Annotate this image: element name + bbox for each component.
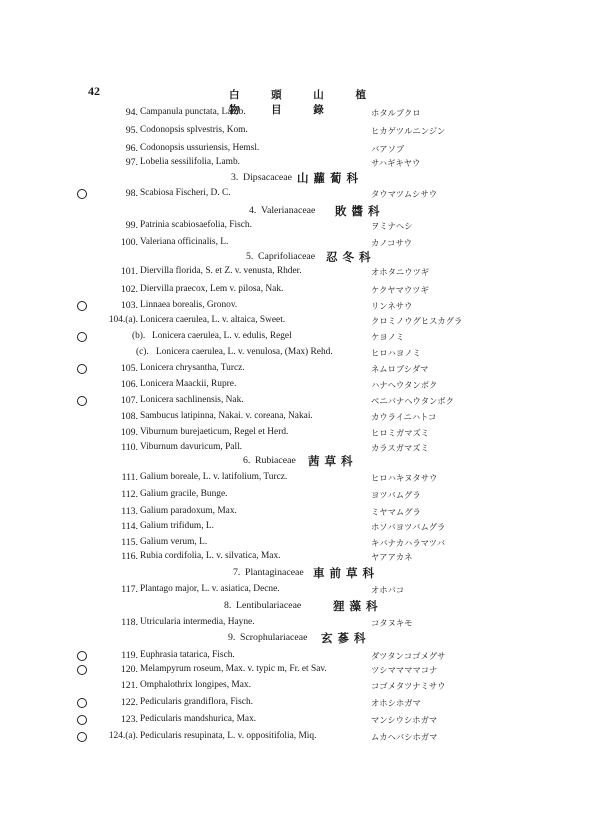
family-heading bbox=[0, 251, 595, 267]
japanese-name: カウライニハトコ bbox=[371, 412, 437, 422]
scientific-name: Pedicularis mandshurica, Max. bbox=[140, 714, 257, 724]
species-entry bbox=[0, 266, 595, 282]
scientific-name: Valeriana officinalis, L. bbox=[140, 237, 229, 247]
species-entry bbox=[0, 363, 595, 379]
japanese-name: ヤアアカネ bbox=[371, 552, 413, 562]
species-entry bbox=[0, 697, 595, 713]
japanese-name: ホソバヨツバムグラ bbox=[371, 522, 446, 532]
entry-number: 94. bbox=[125, 107, 138, 118]
japanese-name: キバナカハラマツバ bbox=[371, 538, 446, 548]
species-entry bbox=[0, 220, 595, 236]
family-japanese-name: 忍冬科 bbox=[326, 250, 376, 264]
entry-number: 117. bbox=[121, 584, 138, 595]
scientific-name: Codonopsis ussuriensis, Hemsl. bbox=[140, 143, 260, 153]
japanese-name: ハナヘウタンボク bbox=[371, 380, 438, 390]
entry-number: 98. bbox=[125, 188, 138, 199]
family-heading bbox=[0, 455, 595, 471]
family-japanese-name: 山蘿蔔科 bbox=[297, 171, 363, 185]
entry-number: 110. bbox=[121, 442, 138, 453]
japanese-name: コゴメタツナミサウ bbox=[371, 681, 446, 691]
species-entry bbox=[0, 125, 595, 141]
family-name: Rubiaceae bbox=[255, 455, 296, 466]
running-title: 白 頭 山 植 物 目 錄 bbox=[229, 89, 380, 116]
japanese-name: ツシママママコナ bbox=[371, 665, 438, 675]
family-japanese-name: 狸藻科 bbox=[333, 599, 383, 613]
family-heading bbox=[0, 172, 595, 188]
family-japanese-name: 車前草科 bbox=[313, 566, 379, 580]
scientific-name: Lonicera caerulea, L. v. venulosa, (Max) Rehd. bbox=[156, 347, 333, 357]
family-japanese-name: 茜草科 bbox=[308, 454, 358, 468]
species-entry bbox=[0, 395, 595, 411]
entry-number: 123. bbox=[120, 714, 138, 725]
scientific-name: Lonicera caerulea, L. v. altaica, Sweet. bbox=[140, 315, 286, 325]
japanese-name: ミヤマムグラ bbox=[371, 507, 421, 517]
entry-number: 108. bbox=[120, 411, 138, 422]
scientific-name: Campanula punctata, Lamb. bbox=[140, 107, 246, 117]
family-heading bbox=[0, 205, 595, 221]
scientific-name: Euphrasia tatarica, Fisch. bbox=[140, 650, 235, 660]
japanese-name: タウマツムシサウ bbox=[371, 189, 438, 199]
scientific-name: Lonicera sachlinensis, Nak. bbox=[140, 395, 244, 405]
entry-number: 107. bbox=[120, 395, 138, 406]
japanese-name: ヲミナヘシ bbox=[371, 221, 413, 231]
entry-number: 106. bbox=[120, 379, 138, 390]
entry-number: 100. bbox=[120, 237, 138, 248]
scientific-name: Pedicularis grandiflora, Fisch. bbox=[140, 697, 253, 707]
species-entry bbox=[0, 551, 595, 567]
scientific-name: Galium trifidum, L. bbox=[140, 521, 214, 531]
species-entry bbox=[0, 188, 595, 204]
scientific-name: Diervilla praecox, Lem v. pilosa, Nak. bbox=[140, 284, 284, 294]
species-entry bbox=[0, 284, 595, 300]
species-entry bbox=[0, 347, 595, 363]
species-entry bbox=[0, 427, 595, 443]
entry-number: 112. bbox=[121, 489, 138, 500]
scientific-name: Lobelia sessilifolia, Lamb. bbox=[140, 157, 240, 167]
entry-number: 119. bbox=[121, 650, 138, 661]
entry-number: (c). bbox=[136, 347, 149, 357]
japanese-name: ヨツバムグラ bbox=[371, 490, 421, 500]
japanese-name: ベニバナヘウタンボク bbox=[371, 396, 454, 406]
scientific-name: Galium verum, L. bbox=[140, 537, 208, 547]
japanese-name: ネムロブシダマ bbox=[371, 364, 429, 374]
entry-number: 113. bbox=[121, 506, 138, 517]
entry-number: (b). bbox=[132, 331, 146, 341]
family-japanese-name: 玄蔘科 bbox=[321, 631, 371, 645]
family-name: Dipsacaceae bbox=[243, 172, 292, 183]
japanese-name: ムカヘバシホガマ bbox=[371, 732, 438, 742]
scientific-name: Sambucus latipinna, Nakai. v. coreana, Nakai. bbox=[140, 411, 313, 421]
family-number: 7. bbox=[233, 567, 241, 578]
species-entry bbox=[0, 506, 595, 522]
scientific-name: Diervilla florida, S. et Z. v. venusta, Rhder. bbox=[140, 266, 302, 276]
family-heading bbox=[0, 632, 595, 648]
entry-number: 101. bbox=[120, 266, 138, 277]
scientific-name: Rubia cordifolia, L. v. silvatica, Max. bbox=[140, 551, 281, 561]
japanese-name: サハギキヤウ bbox=[371, 158, 421, 168]
scientific-name: Pedicularis resupinata, L. v. oppositifolia, Miq. bbox=[140, 731, 317, 741]
japanese-name: カラスガマズミ bbox=[371, 443, 429, 453]
family-number: 9. bbox=[228, 632, 236, 643]
entry-number: 120. bbox=[120, 664, 138, 675]
scientific-name: Viburnum davuricum, Pall. bbox=[140, 442, 243, 452]
japanese-name: ヒロミガマズミ bbox=[371, 428, 430, 438]
species-entry bbox=[0, 664, 595, 680]
family-number: 6. bbox=[243, 455, 251, 466]
japanese-name: ヒロハヨノミ bbox=[371, 348, 421, 358]
entry-number: 118. bbox=[121, 617, 138, 628]
species-entry bbox=[0, 489, 595, 505]
scientific-name: Lonicera Maackii, Rupre. bbox=[140, 379, 237, 389]
family-number: 3. bbox=[231, 172, 239, 183]
entry-number: 105. bbox=[120, 363, 138, 374]
scientific-name: Galium boreale, L. v. latifolium, Turcz. bbox=[140, 472, 288, 482]
japanese-name: コタヌキモ bbox=[371, 618, 413, 628]
entry-number: 104.(a). bbox=[108, 315, 138, 325]
japanese-name: オホタニウツギ bbox=[371, 267, 430, 277]
scientific-name: Linnaea borealis, Gronov. bbox=[140, 300, 238, 310]
species-entry bbox=[0, 680, 595, 696]
entry-number: 121. bbox=[120, 680, 138, 691]
family-japanese-name: 敗醬科 bbox=[335, 204, 385, 218]
japanese-name: ダツタンコゴメグサ bbox=[371, 651, 446, 661]
family-number: 5. bbox=[246, 251, 254, 262]
entry-number: 95. bbox=[125, 125, 138, 136]
japanese-name: ホタルブクロ bbox=[371, 108, 421, 118]
species-entry bbox=[0, 521, 595, 537]
family-name: Scrophulariaceae bbox=[240, 632, 308, 643]
species-entry bbox=[0, 617, 595, 633]
species-entry bbox=[0, 472, 595, 488]
japanese-name: バアソブ bbox=[371, 144, 405, 154]
species-entry bbox=[0, 379, 595, 395]
family-number: 8. bbox=[224, 600, 232, 611]
species-entry bbox=[0, 107, 595, 123]
japanese-name: ケヨノミ bbox=[371, 332, 405, 342]
scientific-name: Lonicera chrysantha, Turcz. bbox=[140, 363, 245, 373]
entry-number: 116. bbox=[121, 551, 138, 562]
scientific-name: Utricularia intermedia, Hayne. bbox=[140, 617, 255, 627]
species-entry bbox=[0, 584, 595, 600]
species-entry bbox=[0, 315, 595, 331]
japanese-name: カノコサウ bbox=[371, 238, 413, 248]
entry-number: 122. bbox=[120, 697, 138, 708]
scientific-name: Lonicera caerulea, L. v. edulis, Regel bbox=[152, 331, 292, 341]
entry-number: 96. bbox=[125, 143, 138, 154]
scientific-name: Melampyrum roseum, Max. v. typic m, Fr. et Sav. bbox=[140, 664, 327, 674]
scientific-name: Patrinia scabiosaefolia, Fisch. bbox=[140, 220, 252, 230]
japanese-name: ヒロハキヌタサウ bbox=[371, 473, 438, 483]
japanese-name: マンシウシホガマ bbox=[371, 715, 438, 725]
japanese-name: オホバコ bbox=[371, 585, 405, 595]
family-number: 4. bbox=[249, 205, 257, 216]
japanese-name: ケクヤマウツギ bbox=[371, 285, 429, 295]
entry-number: 114. bbox=[121, 521, 138, 532]
japanese-name: リンネサウ bbox=[371, 301, 413, 311]
family-name: Caprifoliaceae bbox=[258, 251, 316, 262]
entry-number: 97. bbox=[125, 157, 138, 168]
species-entry bbox=[0, 300, 595, 316]
scientific-name: Scabiosa Fischeri, D. C. bbox=[140, 188, 231, 198]
entry-number: 124.(a). bbox=[108, 731, 138, 741]
family-name: Plantaginaceae bbox=[245, 567, 304, 578]
species-entry bbox=[0, 731, 595, 747]
scientific-name: Plantago major, L. v. asiatica, Decne. bbox=[140, 584, 280, 594]
entry-number: 102. bbox=[120, 284, 138, 295]
scientific-name: Viburnum burejaeticum, Regel et Herd. bbox=[140, 427, 289, 437]
entry-number: 115. bbox=[121, 537, 138, 548]
japanese-name: ヒカゲツルニンジン bbox=[371, 126, 446, 136]
page-number: 42 bbox=[88, 84, 100, 98]
entry-number: 111. bbox=[121, 472, 138, 483]
scientific-name: Galium gracile, Bunge. bbox=[140, 489, 228, 499]
family-heading bbox=[0, 600, 595, 616]
species-entry bbox=[0, 411, 595, 427]
species-entry bbox=[0, 331, 595, 347]
species-entry bbox=[0, 714, 595, 730]
scientific-name: Codonopsis splvestris, Kom. bbox=[140, 125, 248, 135]
entry-number: 103. bbox=[120, 300, 138, 311]
scientific-name: Galium paradoxum, Max. bbox=[140, 506, 237, 516]
japanese-name: オホシホガマ bbox=[371, 698, 421, 708]
family-heading bbox=[0, 567, 595, 583]
entry-number: 99. bbox=[125, 220, 138, 231]
family-name: Lentibulariaceae bbox=[236, 600, 302, 611]
family-name: Valerianaceae bbox=[261, 205, 316, 216]
entry-number: 109. bbox=[120, 427, 138, 438]
scientific-name: Omphalothrix longipes, Max. bbox=[140, 680, 251, 690]
japanese-name: クロミノウグヒスカグラ bbox=[371, 316, 463, 326]
